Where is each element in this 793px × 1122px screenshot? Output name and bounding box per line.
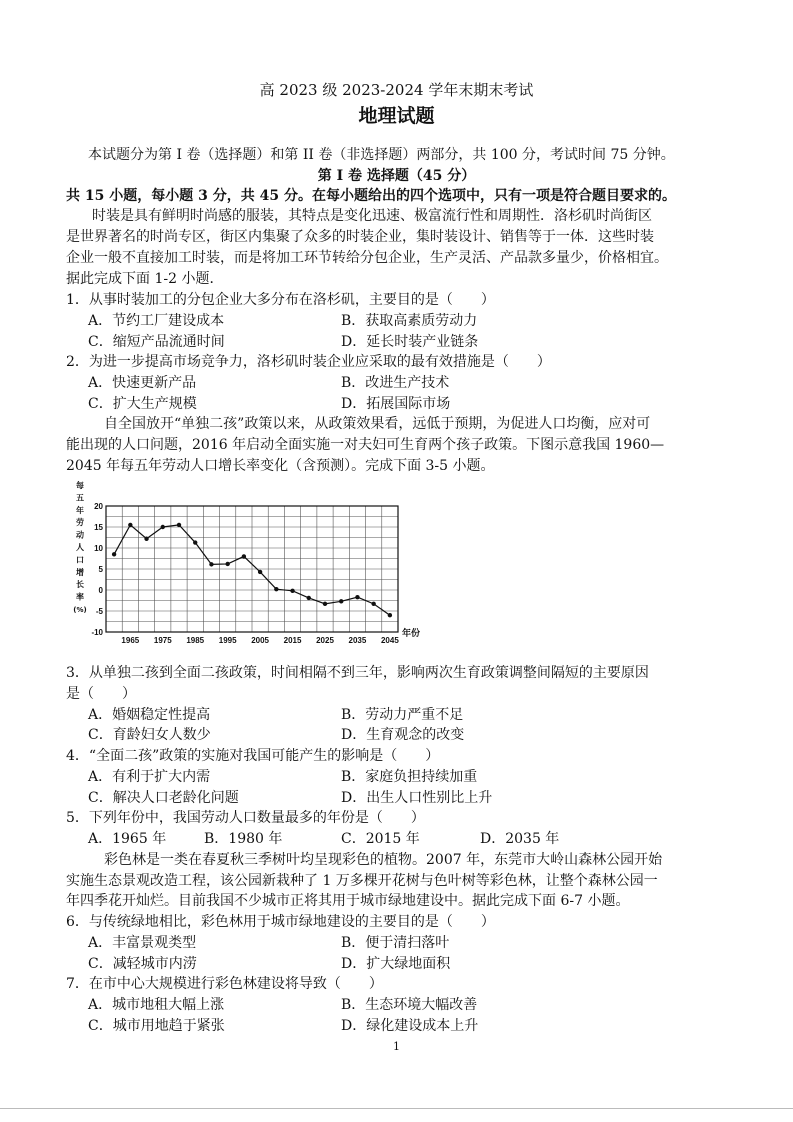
passage-2-line: 2045 年每五年劳动人口增长率变化（含预测）。完成下面 3-5 小题。	[66, 458, 495, 474]
x-tick-label: 1975	[153, 636, 172, 645]
passage-3-line: 实施生态景观改造工程，该公园新栽种了 1 万多棵开花树与色叶树等彩色林，让整个森林公园一	[66, 873, 658, 889]
y-axis-label-char: 五	[76, 493, 84, 503]
y-axis-label-char: 每	[76, 481, 84, 490]
y-axis-label-char: 人	[76, 543, 84, 552]
y-axis-label-char: 长	[76, 580, 84, 590]
question-3-option-d: D．生育观念的改变	[341, 727, 465, 743]
question-6-option-b: B．便于清扫落叶	[341, 935, 450, 951]
data-point	[177, 523, 181, 527]
data-point	[144, 537, 148, 541]
labor-growth-chart	[66, 478, 426, 646]
x-tick-label: 2025	[316, 636, 334, 645]
question-2-option-d: D．拓展国际市场	[341, 396, 451, 412]
question-1-option-a: A．节约工厂建设成本	[88, 313, 225, 329]
x-tick-label: 1965	[121, 636, 140, 645]
y-tick-label: 10	[94, 544, 103, 553]
exam-line: 高 2023 级 2023-2024 学年末期末考试	[259, 81, 534, 99]
data-point	[323, 602, 327, 606]
question-4-option-a: A．有利于扩大内需	[88, 769, 211, 785]
question-7-option-d: D．绿化建设成本上升	[341, 1018, 479, 1034]
question-7-stem: 7．在市中心大规模进行彩色林建设将导致（ ）	[66, 976, 383, 992]
data-point	[355, 595, 359, 599]
question-3-option-a: A．婚姻稳定性提高	[88, 707, 211, 723]
data-point	[339, 599, 343, 603]
question-7-option-b: B．生态环境大幅改善	[341, 997, 478, 1013]
question-4-option-b: B．家庭负担持续加重	[341, 769, 478, 785]
question-5-option-d: D．2035 年	[480, 831, 560, 847]
question-6-option-d: D．扩大绿地面积	[341, 956, 451, 972]
question-5-option-c: C．2015 年	[341, 831, 420, 847]
data-point	[112, 552, 116, 556]
data-point	[307, 596, 311, 600]
question-5-stem: 5．下列年份中，我国劳动人口数量最多的年份是（ ）	[66, 810, 425, 826]
x-tick-label: 1995	[218, 636, 237, 645]
data-point	[242, 554, 246, 558]
question-4-stem: 4．“全面二孩”政策的实施对我国可能产生的影响是（ ）	[66, 748, 440, 764]
y-tick-label: 20	[94, 502, 103, 511]
page-number: 1	[393, 1040, 400, 1053]
exam-intro: 本试题分为第 I 卷（选择题）和第 II 卷（非选择题）两部分，共 100 分，考试时间 75 分钟。	[88, 147, 675, 163]
question-6-stem: 6．与传统绿地相比，彩色林用于城市绿地建设的主要目的是（ ）	[66, 914, 495, 930]
y-axis-label-char: 率	[76, 592, 84, 602]
section-heading: 第 I 卷 选择题（45 分）	[317, 168, 476, 184]
y-tick-label: 15	[94, 523, 103, 532]
data-point	[128, 523, 132, 527]
question-2-option-b: B．改进生产技术	[341, 375, 450, 391]
y-axis-label-char: 口	[76, 555, 84, 565]
question-1-option-d: D．延长时装产业链条	[341, 334, 479, 350]
x-tick-label: 1985	[186, 636, 205, 645]
y-axis-label-char: 劳	[76, 518, 84, 528]
passage-1-line: 据此完成下面 1-2 小题．	[66, 271, 224, 287]
passage-1-line: 时装是具有鲜明时尚感的服装，其特点是变化迅速、极富流行性和周期性．洛杉矶时尚街区	[92, 208, 652, 224]
data-point	[225, 562, 229, 566]
question-3-stem-cont: 是（ ）	[66, 686, 136, 702]
question-6-option-a: A．丰富景观类型	[88, 935, 197, 951]
y-axis-label-char: 动	[76, 530, 84, 540]
question-1-stem: 1．从事时装加工的分包企业大多分布在洛杉矶，主要目的是（ ）	[66, 292, 495, 308]
question-3-option-b: B．劳动力严重不足	[341, 707, 464, 723]
y-tick-label: -10	[91, 628, 103, 637]
question-2-stem: 2．为进一步提高市场竞争力，洛杉矶时装企业应采取的最有效措施是（ ）	[66, 354, 551, 370]
data-point	[290, 589, 294, 593]
y-axis-label-char: (%)	[73, 606, 87, 614]
y-axis-label-char: 年	[76, 505, 84, 515]
question-4-option-d: D．出生人口性别比上升	[341, 790, 493, 806]
question-7-option-a: A．城市地租大幅上涨	[88, 997, 225, 1013]
data-point	[371, 602, 375, 606]
passage-3-line: 彩色林是一类在春夏秋三季树叶均呈现彩色的植物。2007 年，东莞市大岭山森林公园开始	[104, 852, 663, 868]
passage-3-line: 年四季花开灿烂。目前我国不少城市正将其用于城市绿地建设中。据此完成下面 6-7 小题。	[66, 893, 630, 909]
question-2-option-a: A．快速更新产品	[88, 375, 197, 391]
data-point	[258, 570, 262, 574]
y-tick-label: 5	[98, 565, 103, 574]
question-5-option-a: A．1965 年	[88, 831, 167, 847]
labor-growth-chart-svg	[66, 478, 426, 646]
x-tick-label: 2035	[348, 636, 367, 645]
x-tick-label: 2015	[283, 636, 302, 645]
page-title: 地理试题	[358, 105, 435, 127]
data-point	[274, 587, 278, 591]
data-point	[193, 540, 197, 544]
question-2-option-c: C．扩大生产规模	[88, 396, 197, 412]
y-tick-label: 0	[98, 586, 103, 595]
x-tick-label: 2045	[380, 636, 399, 645]
passage-1-line: 企业一般不直接加工时装，而是将加工环节转给分包企业，生产灵活、产品款多量少，价格相宜。	[66, 250, 668, 266]
question-6-option-c: C．减轻城市内涝	[88, 956, 197, 972]
passage-2-line: 自全国放开“单独二孩”政策以来，从政策效果看，远低于预期，为促进人口均衡，应对可	[104, 416, 651, 432]
data-point	[209, 562, 213, 566]
data-point	[161, 525, 165, 529]
question-3-option-c: C．育龄妇女人数少	[88, 727, 211, 743]
question-5-option-b: B．1980 年	[204, 831, 283, 847]
y-axis-label-char: 增	[76, 567, 84, 577]
question-1-option-c: C．缩短产品流通时间	[88, 334, 225, 350]
question-3-stem: 3．从单独二孩到全面二孩政策，时间相隔不到三年，影响两次生育政策调整间隔短的主要原因	[66, 665, 649, 681]
instructions: 共 15 小题，每小题 3 分，共 45 分。在每小题给出的四个选项中，只有一项是符合题目要求的。	[66, 188, 676, 204]
x-tick-label: 2005	[251, 636, 270, 645]
passage-2-line: 能出现的人口问题，2016 年启动全面实施一对夫妇可生育两个孩子政策。下图示意我国 1960—	[66, 437, 665, 453]
question-7-option-c: C．城市用地趋于紧张	[88, 1018, 225, 1034]
y-tick-label: -5	[95, 607, 103, 616]
question-4-option-c: C．解决人口老龄化问题	[88, 790, 239, 806]
page-bottom-rule	[0, 1108, 793, 1109]
data-point	[388, 613, 392, 617]
passage-1-line: 是世界著名的时尚专区，街区内集聚了众多的时装企业，集时装设计、销售等于一体．这些时装	[66, 229, 654, 245]
x-axis-label: 年份	[402, 629, 421, 639]
question-1-option-b: B．获取高素质劳动力	[341, 313, 478, 329]
